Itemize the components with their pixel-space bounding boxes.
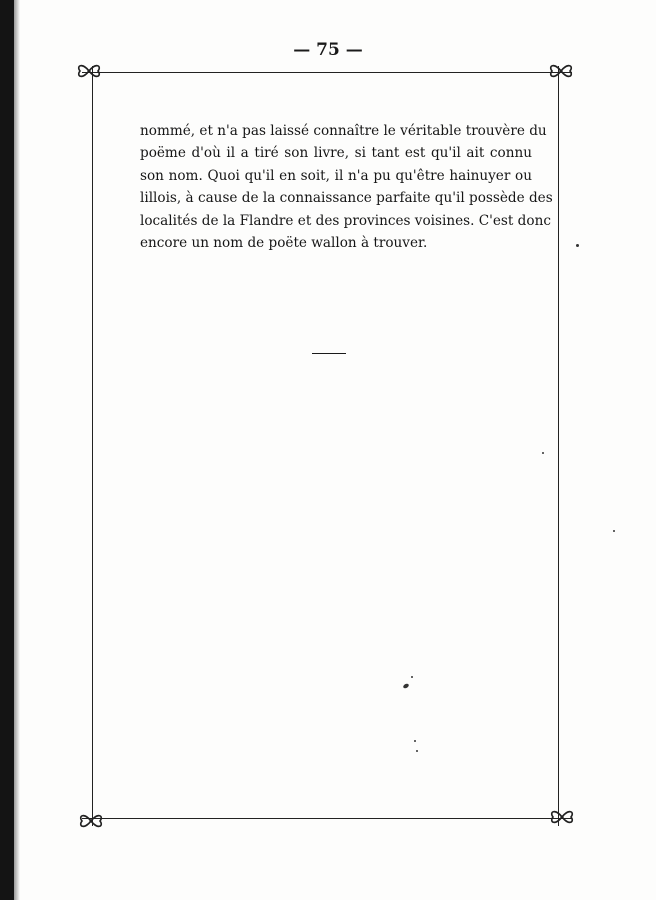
body-line: lillois, à cause de la connaissance parfaite qu'il possède des xyxy=(140,190,553,207)
body-line: poëme d'où il a tiré son livre, si tant est qu'il ait connu xyxy=(140,145,532,162)
page-number: — 75 — xyxy=(293,40,363,60)
print-speck xyxy=(613,530,615,532)
binding-edge xyxy=(0,0,14,900)
print-speck xyxy=(411,676,413,678)
frame-right-rule xyxy=(558,66,559,826)
frame-top-rule xyxy=(82,72,572,73)
body-line: son nom. Quoi qu'il en soit, il n'a pu qu'être hainuyer ou xyxy=(140,167,532,184)
body-line: nommé, et n'a pas laissé connaître le véritable trouvère du xyxy=(140,123,547,139)
print-speck xyxy=(542,452,544,454)
frame-bottom-rule xyxy=(82,818,572,819)
print-speck xyxy=(402,683,409,689)
corner-ornament-bottom-right-icon xyxy=(549,806,575,828)
corner-ornament-top-right-icon xyxy=(548,60,574,82)
body-paragraph xyxy=(140,120,553,254)
corner-ornament-top-left-icon xyxy=(76,60,102,82)
body-line: encore un nom de poëte wallon à trouver. xyxy=(140,235,428,252)
section-separator-rule xyxy=(312,353,346,354)
gutter-shadow xyxy=(14,0,20,900)
frame-left-rule xyxy=(92,66,93,826)
print-speck xyxy=(416,750,418,752)
print-speck xyxy=(576,244,579,247)
corner-ornament-bottom-left-icon xyxy=(78,810,104,832)
body-line: localités de la Flandre et des provinces voisines. C'est donc xyxy=(140,212,551,229)
print-speck xyxy=(414,740,416,742)
